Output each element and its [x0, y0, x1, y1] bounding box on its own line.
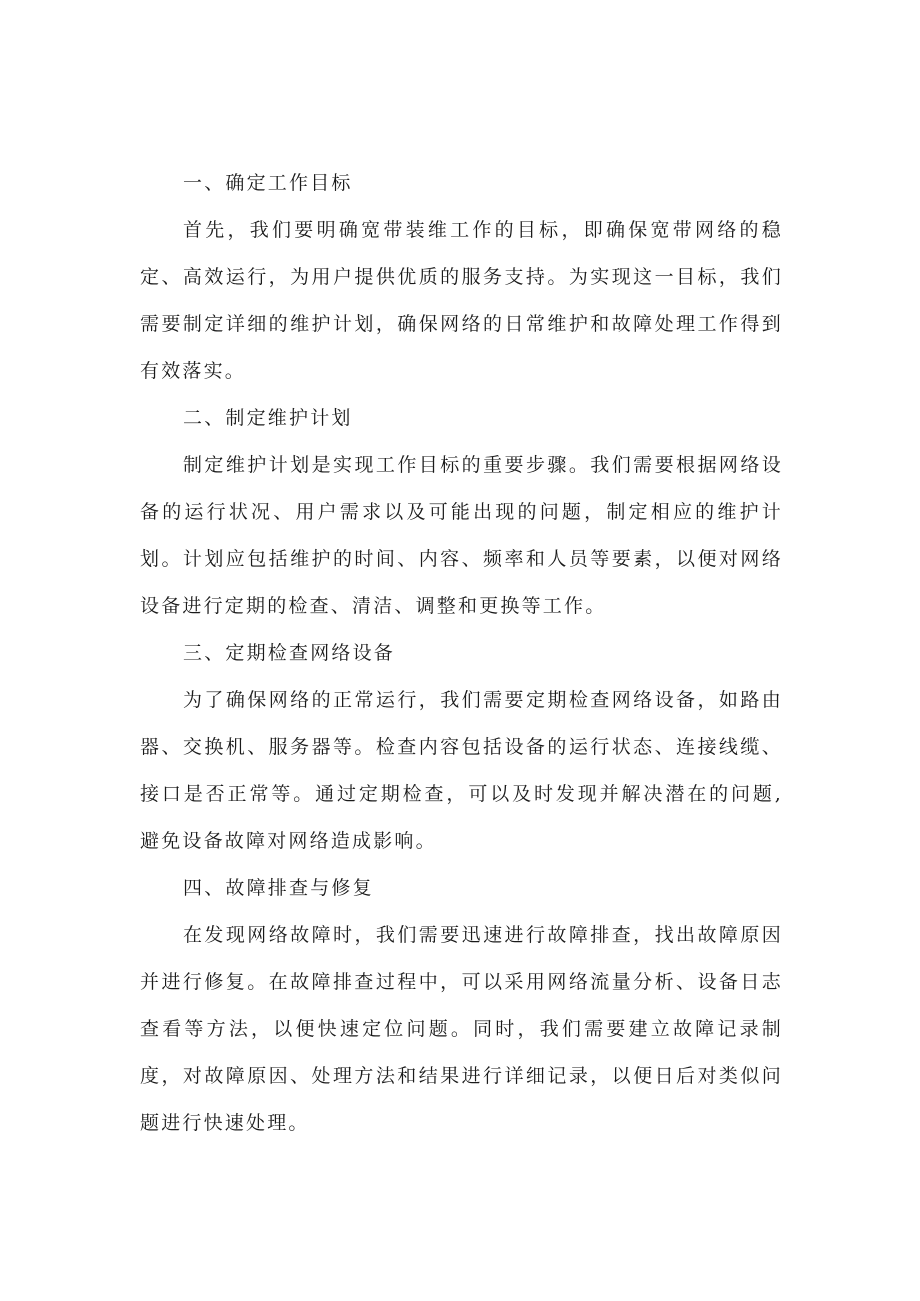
section-heading: 二、制定维护计划: [183, 407, 353, 429]
section-heading: 三、定期检查网络设备: [183, 642, 396, 664]
section-heading: 四、故障排查与修复: [183, 877, 374, 899]
section-paragraph: 为了确保网络的正常运行，我们需要定期检查网络设备，如路由器、交换机、服务器等。检查内容包括设备的运行状态、连接线缆、接口是否正常等。通过定期检查，可以及时发现并解决潜在的问题,避免设备故障对网络造成影响。: [140, 689, 783, 852]
section-paragraph: 首先，我们要明确宽带装维工作的目标，即确保宽带网络的稳定、高效运行，为用户提供优质的服务支持。为实现这一目标，我们需要制定详细的维护计划，确保网络的日常维护和故障处理工作得到有效落实。: [140, 219, 783, 382]
section-heading: 一、确定工作目标: [183, 172, 353, 194]
section-paragraph: 制定维护计划是实现工作目标的重要步骤。我们需要根据网络设备的运行状况、用户需求以及可能出现的问题，制定相应的维护计划。计划应包括维护的时间、内容、频率和人员等要素，以便对网络设备进行定期的检查、清洁、调整和更换等工作。: [140, 454, 783, 617]
section-paragraph: 在发现网络故障时，我们需要迅速进行故障排查，找出故障原因并进行修复。在故障排查过程中，可以采用网络流量分析、设备日志查看等方法，以便快速定位问题。同时，我们需要建立故障记录制度，对故障原因、处理方法和结果进行详细记录，以便日后对类似问题进行快速处理。: [140, 924, 783, 1134]
document-body: [140, 160, 783, 1147]
